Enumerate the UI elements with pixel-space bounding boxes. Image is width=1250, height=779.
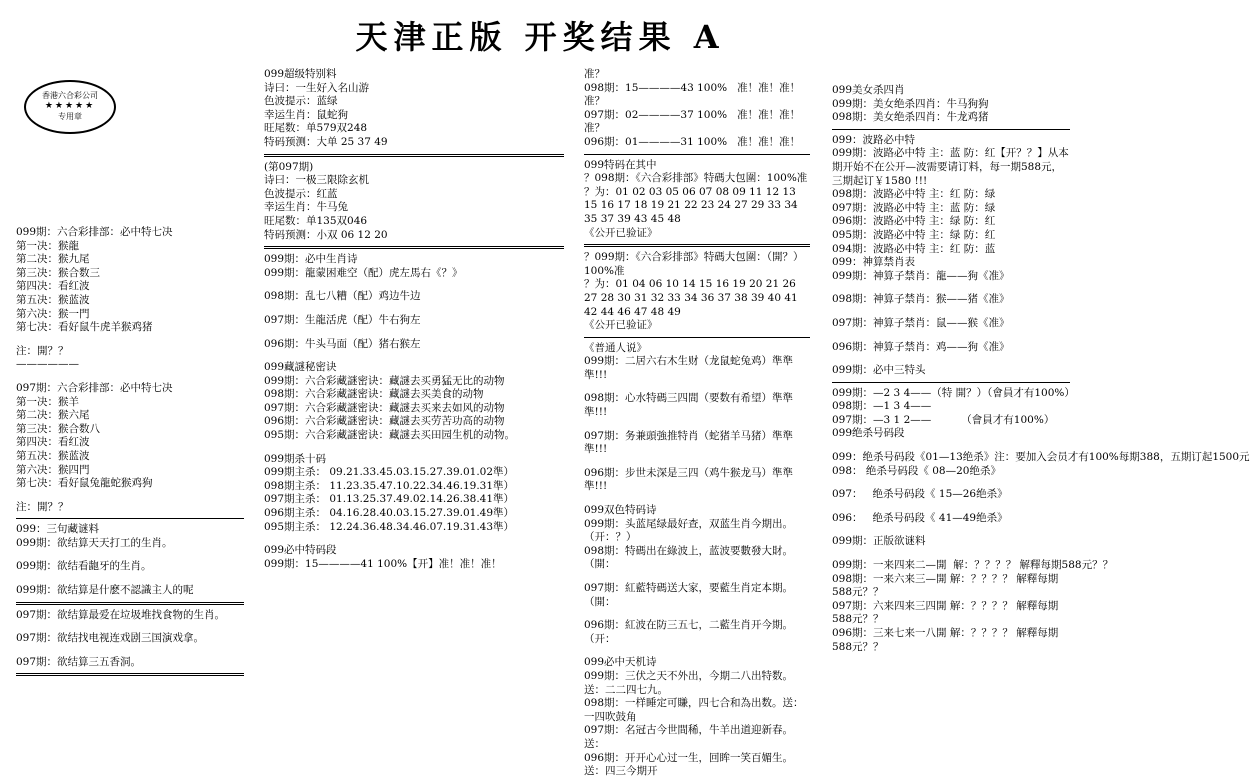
text-line: 096期：神算子禁肖：鸡——狗《准》 xyxy=(832,340,1010,353)
text-line: 099期：美女绝杀四肖：牛马狗狗 xyxy=(832,97,989,110)
text-line: 096期主杀： 04.16.28.40.03.15.27.39.01.49準） xyxy=(264,507,515,520)
text-line: 098期：心水特碼三四間（要数有希望）準準準!!! xyxy=(584,392,794,419)
text-line: 098： 绝杀号码段《 08—20绝杀》 xyxy=(832,464,1001,477)
text-line: 099期：一来四来二—開 解：？？？？ 解釋每期588元？？ xyxy=(832,559,1114,572)
text-line: 《普通人说》 xyxy=(584,341,647,354)
text-line: 准？ xyxy=(584,95,605,108)
text-line: 098期：15————43 100% 准！准！准！ xyxy=(584,81,801,94)
text-line: 097期：欲结算三五香洞。 xyxy=(16,655,142,668)
text-line: 097： 绝杀号码段《 15—26绝杀》 xyxy=(832,488,1008,501)
page-title: 天津正版 开奖结果 A xyxy=(355,18,725,56)
text-line: 098期：六合彩藏謎密诀：藏謎去买美食的动物 xyxy=(264,388,484,401)
text-line: 096期：紅波在防三五七，二藍生肖开今期。（开： xyxy=(584,619,794,645)
text-line: 097期：生龍活虎（配）牛右狗左 xyxy=(264,313,421,326)
text-line: 第二决：猴六尾 xyxy=(16,409,90,422)
text-line: 097期：六来四来三四開 解：？？？？ 解釋每期588元？？ xyxy=(832,599,1059,626)
text-line: 第一决：猴羊 xyxy=(16,395,79,408)
text-line: 098期：神算子禁肖：猴——猪《准》 xyxy=(832,293,1010,306)
text-line: 099：波路必中特 xyxy=(832,133,916,146)
text-line: 099：神算禁肖表 xyxy=(832,256,916,269)
text-line: 幸运生肖：牛马兔 xyxy=(264,201,348,214)
text-line: 注：開？？ xyxy=(16,344,69,357)
text-line: 095期：波路必中特 主：绿 防：红 xyxy=(832,228,996,241)
text-line: 097期：欲结找电视连戏剧三国演戏拿。 xyxy=(16,632,205,645)
text-line: 099期：三伏之天不外出，今期二八出特数。送：二二四七九。 xyxy=(584,669,794,696)
column-1 xyxy=(16,226,244,680)
text-line: —————— xyxy=(16,358,79,371)
text-line: 098期：乱七八糟（配）鸡边牛边 xyxy=(264,290,421,303)
text-line: 097期：02————37 100% 准！准！准！ xyxy=(584,108,801,121)
text-line: ？098期：《六合彩排部》特碼大包圍：100%准 xyxy=(584,172,808,185)
text-line: 诗曰：一生好入名山游 xyxy=(264,81,369,94)
text-line: 099：三句藏谜料 xyxy=(16,523,100,536)
text-line: 095期主杀： 12.24.36.48.34.46.07.19.31.43準） xyxy=(264,520,515,533)
text-line: 099期主杀： 09.21.33.45.03.15.27.39.01.02準） xyxy=(264,466,515,479)
text-line: 099绝杀号码段 xyxy=(832,427,905,440)
text-line: 098期：—1 3 4—— xyxy=(832,400,932,413)
text-line: 第四决：看红波 xyxy=(16,280,90,293)
text-line: 099期：欲结算是什麽不認識主人的呢 xyxy=(16,584,194,597)
text-line: 096期：步世未深是三四（鸡牛猴龙马）準準準!!! xyxy=(584,466,794,493)
text-line: 097期：紅藍特碼送大家，要藍生肖定本期。（開： xyxy=(584,582,794,608)
text-line: 099藏謎秘密诀 xyxy=(264,361,337,374)
text-line: 099期杀十码 xyxy=(264,452,327,465)
text-line: 准？ xyxy=(584,68,605,80)
text-line: 096期：01————31 100% 准！准！准！ xyxy=(584,135,801,148)
text-line: 特码预测：小双 06 12 20 xyxy=(264,228,388,241)
text-line: 098期：美女绝杀四肖：牛龙鸡猪 xyxy=(832,111,989,124)
text-line: ？099期：《六合彩排部》特碼大包圍：（開？）100%准 xyxy=(584,251,804,277)
text-line: 098期：一样睡定可賺，四七合和為出数。送：一四吹鼓角 xyxy=(584,697,804,723)
text-line: 097期主杀： 01.13.25.37.49.02.14.26.38.41準） xyxy=(264,493,515,506)
text-line: 098期：波路必中特 主：红 防：绿 xyxy=(832,188,996,201)
seal-top-text: 香港六合彩公司 xyxy=(42,91,98,100)
text-line: 097期：六合彩排部：必中特七决 xyxy=(16,381,173,394)
text-line: 第五决：猴蓝波 xyxy=(16,449,90,462)
text-line: 097期：欲结算最爱在垃圾堆找食物的生肖。 xyxy=(16,608,226,621)
text-line: 098期：特碼出在綠波上，蓝波要數發大財。（開： xyxy=(584,544,794,571)
text-line: 099：绝杀号码段《01—13绝杀》注：要加入会员才有100%每期388，五期订起1500元 xyxy=(832,451,1250,464)
text-line: 099期：必中生肖诗 xyxy=(264,253,358,266)
column-4 xyxy=(832,84,1250,654)
text-line: ？为：01 04 06 10 14 15 16 19 20 21 26 27 28 30 31 32 33 34 36 37 38 39 40 41 42 44 46 47 48 49 xyxy=(584,278,798,318)
text-line: 097期：—3 1 2—— （會員才有100%） xyxy=(832,413,1055,426)
seal-bottom-text: 专用章 xyxy=(58,112,82,121)
text-line: 095期：六合彩藏謎密诀：藏謎去买田园生机的动物。 xyxy=(264,429,516,442)
text-line: 099超级特别料 xyxy=(264,68,337,80)
text-line: 099期：龍蒙困难空（配）虎左馬右《？》 xyxy=(264,266,463,279)
seal-stars: ★★★★★ xyxy=(44,101,96,111)
text-line: 096： 绝杀号码段《 41—49绝杀》 xyxy=(832,511,1008,524)
text-line: 099期：欲结算天天打工的生肖。 xyxy=(16,536,173,549)
text-line: 096期：波路必中特 主：绿 防：红 xyxy=(832,215,996,228)
text-line: 《公开已验证》 xyxy=(584,226,658,239)
text-line: 《公开已验证》 xyxy=(584,319,658,332)
text-line: 注：開？？ xyxy=(16,500,69,513)
text-line: 099期：神算子禁肖：龍——狗《准》 xyxy=(832,269,1010,282)
text-line: 第六决：猴一門 xyxy=(16,307,90,320)
text-line: 第五决：猴蓝波 xyxy=(16,293,90,306)
text-line: 第三决：猴合数八 xyxy=(16,422,100,435)
text-line: 096期：牛头马面（配）猪右猴左 xyxy=(264,337,421,350)
text-line: 098期主杀： 11.23.35.47.10.22.34.46.19.31準） xyxy=(264,479,515,492)
text-line: (第097期) xyxy=(264,160,314,173)
text-line: 096期：三来七来一八開 解：？？？？ 解釋每期588元？？ xyxy=(832,627,1059,653)
text-line: 099美女杀四肖 xyxy=(832,84,905,96)
text-line: 特码预测：大单 25 37 49 xyxy=(264,135,388,148)
text-line: 准？ xyxy=(584,122,605,135)
text-line: 099期：正版欲谜料 xyxy=(832,535,926,548)
text-line: 097期：波路必中特 主：蓝 防：绿 xyxy=(832,201,996,214)
text-line: 099期：波路必中特 主：蓝 防：红【开？？】从本期开始不在公开—波需要请订料，每一期588元，三期起订￥1580 !!! xyxy=(832,147,1069,187)
text-line: 色波提示：蓝绿 xyxy=(264,95,338,108)
text-line: 诗曰：一极三限除玄机 xyxy=(264,174,369,187)
text-line: 099期：二居六右木生财（龙鼠蛇兔鸡）準準準!!! xyxy=(584,355,794,381)
column-2 xyxy=(264,68,564,571)
text-line: 第七决：看好鼠牛虎羊猴鸡猪 xyxy=(16,321,153,334)
text-line: 099必中特码段 xyxy=(264,544,337,557)
text-line: 099期：欲结看龅牙的生肖。 xyxy=(16,560,152,573)
text-line: 099期：—2 3 4——（特 開？）（會員才有100%） xyxy=(832,386,1075,399)
text-line: 099期：六合彩藏謎密诀：藏謎去买勇猛无比的动物 xyxy=(264,374,505,387)
text-line: 099期：必中三特头 xyxy=(832,364,926,377)
text-line: 第二决：猴九尾 xyxy=(16,253,90,266)
text-line: 色波提示：红蓝 xyxy=(264,187,338,200)
text-line: ？为：01 02 03 05 06 07 08 09 11 12 13 15 16 17 18 19 21 22 23 24 27 29 33 34 35 37 39 43 45 48 xyxy=(584,185,798,225)
text-line: 097期：神算子禁肖：鼠——猴《准》 xyxy=(832,316,1010,329)
text-line: 099期：15————41 100%【开】准！准！准！ xyxy=(264,557,502,570)
text-line: 第一决：猴龍 xyxy=(16,239,79,252)
text-line: 098期：一来六来三—開 解：？？？？ 解釋每期588元？？ xyxy=(832,572,1059,599)
column-3 xyxy=(584,68,810,779)
text-line: 094期：波路必中特 主：红 防：蓝 xyxy=(832,242,996,255)
text-line: 099双色特码诗 xyxy=(584,504,657,517)
text-line: 旺尾数：单135双046 xyxy=(264,214,368,227)
text-line: 旺尾数：单579双248 xyxy=(264,122,368,135)
text-line: 099期：六合彩排部：必中特七决 xyxy=(16,226,173,238)
text-line: 096期：六合彩藏謎密诀：藏謎去买劳苦功高的动物 xyxy=(264,415,505,428)
text-line: 099特码在其中 xyxy=(584,158,657,171)
text-line: 099必中天机诗 xyxy=(584,656,657,669)
text-line: 幸运生肖：鼠蛇狗 xyxy=(264,108,348,121)
text-line: 第七决：看好鼠兔龍蛇猴鸡狗 xyxy=(16,477,153,490)
text-line: 097期：务兼頭強推特肖（蛇猪羊马猪）準準準!!! xyxy=(584,429,794,456)
text-line: 099期：头蓝尾绿最好查，双蓝生肖今期出。（开：？） xyxy=(584,517,794,544)
text-line: 第三决：猴合数三 xyxy=(16,266,100,279)
text-line: 096期：开开心心过一生，回眸一笑百媚生。送：四三今期开 xyxy=(584,751,794,778)
company-seal xyxy=(24,80,116,134)
text-line: 097期：六合彩藏謎密诀：藏謎去买来去如风的动物 xyxy=(264,401,505,414)
text-line: 第六决：猴四門 xyxy=(16,463,90,476)
text-line: 第四决：看红波 xyxy=(16,436,90,449)
text-line: 097期：名冠古今世間稀，牛羊出道迎新春。送： xyxy=(584,724,794,750)
